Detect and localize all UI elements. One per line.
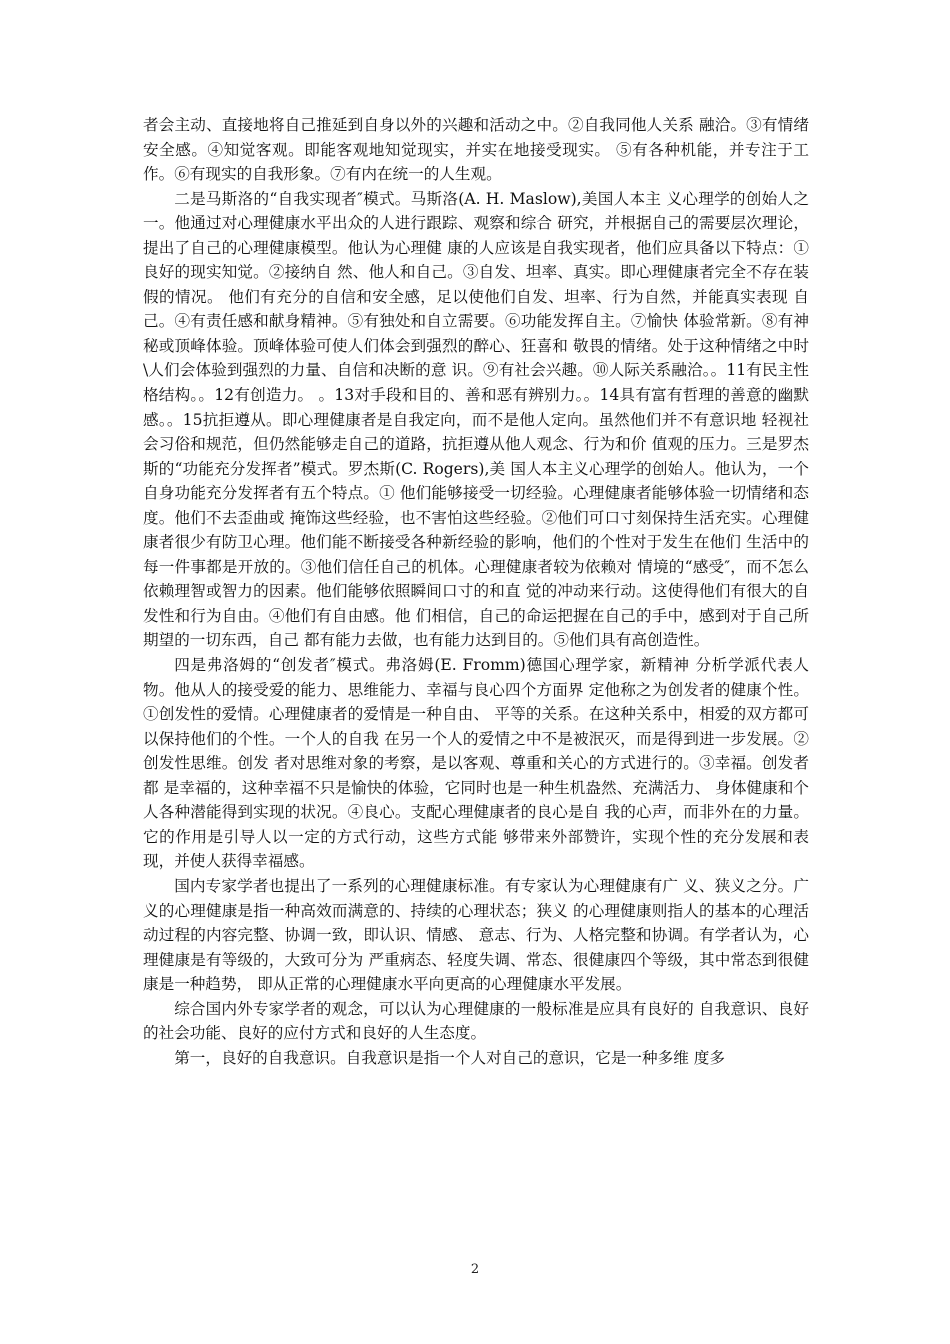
paragraph: 二是马斯洛的“自我实现者″模式。马斯洛(A. H. Maslow),美国人本主 义心理学的创始人之一。他通过对心理健康水平出众的人进行跟踪、观察和综合 研究，并根据自己的需要层次理论，提出了自己的心理健康模型。他认为心理健 康的人应该是自我实现者，他们应具备以下特点：①良好的现实知觉。②接纳自 然、他人和自己。③自发、坦率、真实。即心理健康者完全不存在装假的情况。 他们有充分的自信和安全感，足以使他们自发、坦率、行为自然，并能真实表现 自己。④有责任感和献身精神。⑤有独处和自立需要。⑥功能发挥自主。⑦愉快 体验常新。⑧有神秘或顶峰体验。顶峰体验可使人们体会到强烈的醉心、狂喜和 敬畏的情绪。处于这种情绪之中时\人们会体验到强烈的力量、自信和决断的意 识。⑨有社会兴趣。⑩人际关系融洽。。11有民主性格结构。。12有创造力。 。13对手段和目的、善和恶有辨别力。。14具有富有哲理的善意的幽默感。。15抗拒遵从。即心理健康者是自我定向，而不是他人定向。虽然他们并不有意识地 轻视社会习俗和规范，但仍然能够走自己的道路，抗拒遵从他人观念、行为和价 值观的压力。三是罗杰斯的“功能充分发挥者”模式。罗杰斯(C. Rogers),美 国人本主义心理学的创始人。他认为，一个自身功能充分发挥者有五个特点。① 他们能够接受一切经验。心理健康者能够体验一切情绪和态度。他们不去歪曲或 掩饰这些经验，也不害怕这些经验。②他们可口寸刻保持生活充实。心理健康者很少有防卫心理。他们能不断接受各种新经验的影响，他们的个性对于发生在他们 生活中的每一件事都是开放的。③他们信任自己的机体。心理健康者较为依赖对 情境的“感受″，而不怎么依赖理智或智力的因素。他们能够依照瞬间口寸的和直 觉的冲动来行动。这使得他们有很大的自发性和行为自由。④他们有自由感。他 们相信，自己的命运把握在自己的手中，感到对于自己所期望的一切东西，自己 都有能力去做，也有能力达到目的。⑤他们具有高创造性。 (143, 189, 809, 650)
paragraph: 四是弗洛姆的“创发者″模式。弗洛姆(E. Fromm)德国心理学家，新精神 分析学派代表人物。他从人的接受爱的能力、思维能力、幸福与良心四个方面界 定他称之为创发者的健康个性。①创发性的爱情。心理健康者的爱情是一种自由、 平等的关系。在这种关系中，相爱的双方都可以保持他们的个性。一个人的自我 在另一个人的爱情之中不是被泯灭，而是得到进一步发展。②创发性思维。创发 者对思维对象的考察，是以客观、尊重和关心的方式进行的。③幸福。创发者都 是幸福的，这种幸福不只是愉快的体验，它同时也是一种生机盎然、充满活力、 身体健康和个人各种潜能得到实现的状况。④良心。支配心理健康者的良心是自 我的心声，而非外在的力量。它的作用是引导人以一定的方式行动，这些方式能 够带来外部赞许，实现个性的充分发展和表现，并使人获得幸福感。 (143, 656, 809, 871)
body-text (143, 113, 809, 1070)
paragraph: 者会主动、直接地将自己推延到自身以外的兴趣和活动之中。②自我同他人关系 融洽。③有情绪安全感。④知觉客观。即能客观地知觉现实，并实在地接受现实。 ⑤有各种机能，并专注于工作。⑥有现实的自我形象。⑦有内在统一的人生观。 (143, 116, 809, 184)
paragraph: 第一，良好的自我意识。自我意识是指一个人对自己的意识，它是一种多维 度多 (174, 1048, 725, 1067)
page-number: 2 (470, 1262, 480, 1277)
paragraph: 综合国内外专家学者的观念，可以认为心理健康的一般标准是应具有良好的 自我意识、良好的社会功能、良好的应付方式和良好的人生态度。 (143, 999, 809, 1043)
paragraph: 国内专家学者也提出了一系列的心理健康标准。有专家认为心理健康有广 义、狭义之分。广义的心理健康是指一种高效而满意的、持续的心理状态；狭义 的心理健康则指人的基本的心理活动过程的内容完整、协调一致，即认识、情感、 意志、行为、人格完整和协调。有学者认为，心理健康是有等级的，大致可分为 严重病态、轻度失调、常态、很健康四个等级，其中常态到很健康是一种趋势， 即从正常的心理健康水平向更高的心理健康水平发展。 (143, 876, 809, 994)
